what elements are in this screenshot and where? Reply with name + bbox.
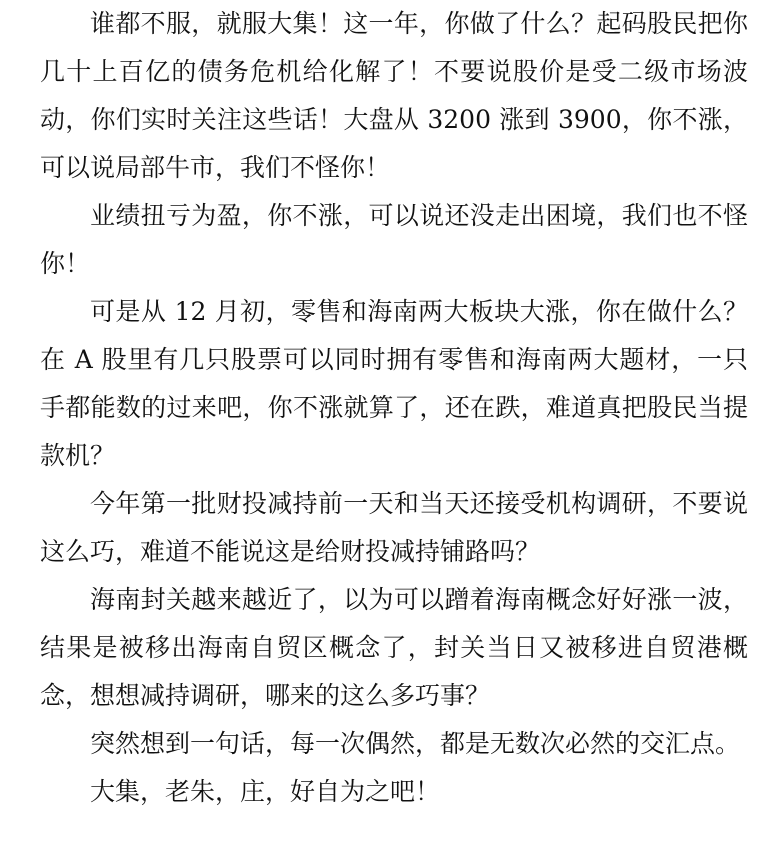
- paragraph-2: 业绩扭亏为盈，你不涨，可以说还没走出困境，我们也不怪你！: [40, 201, 748, 278]
- paragraph-4: 今年第一批财投减持前一天和当天还接受机构调研，不要说这么巧，难道不能说这是给财投减持铺路吗？: [40, 489, 748, 566]
- paragraph-5: 海南封关越来越近了，以为可以蹭着海南概念好好涨一波，结果是被移出海南自贸区概念了，封关当日又被移进自贸港概念，想想减持调研，哪来的这么多巧事？: [40, 585, 748, 710]
- paragraph-7: 大集，老朱，庄，好自为之吧！: [90, 777, 441, 806]
- paragraph-1: 谁都不服，就服大集！这一年，你做了什么？起码股民把你几十上百亿的债务危机给化解了！不要说股价是受二级市场波动，你们实时关注这些话！大盘从 3200 涨到 3900，你不涨，可以说局部牛市，我们不怪你！: [40, 9, 748, 182]
- paragraph-6: 突然想到一句话，每一次偶然，都是无数次必然的交汇点。: [90, 729, 741, 758]
- paragraph-3: 可是从 12 月初，零售和海南两大板块大涨，你在做什么？在 A 股里有几只股票可以同时拥有零售和海南两大题材，一只手都能数的过来吧，你不涨就算了，还在跌，难道真把股民当提款机？: [40, 297, 748, 470]
